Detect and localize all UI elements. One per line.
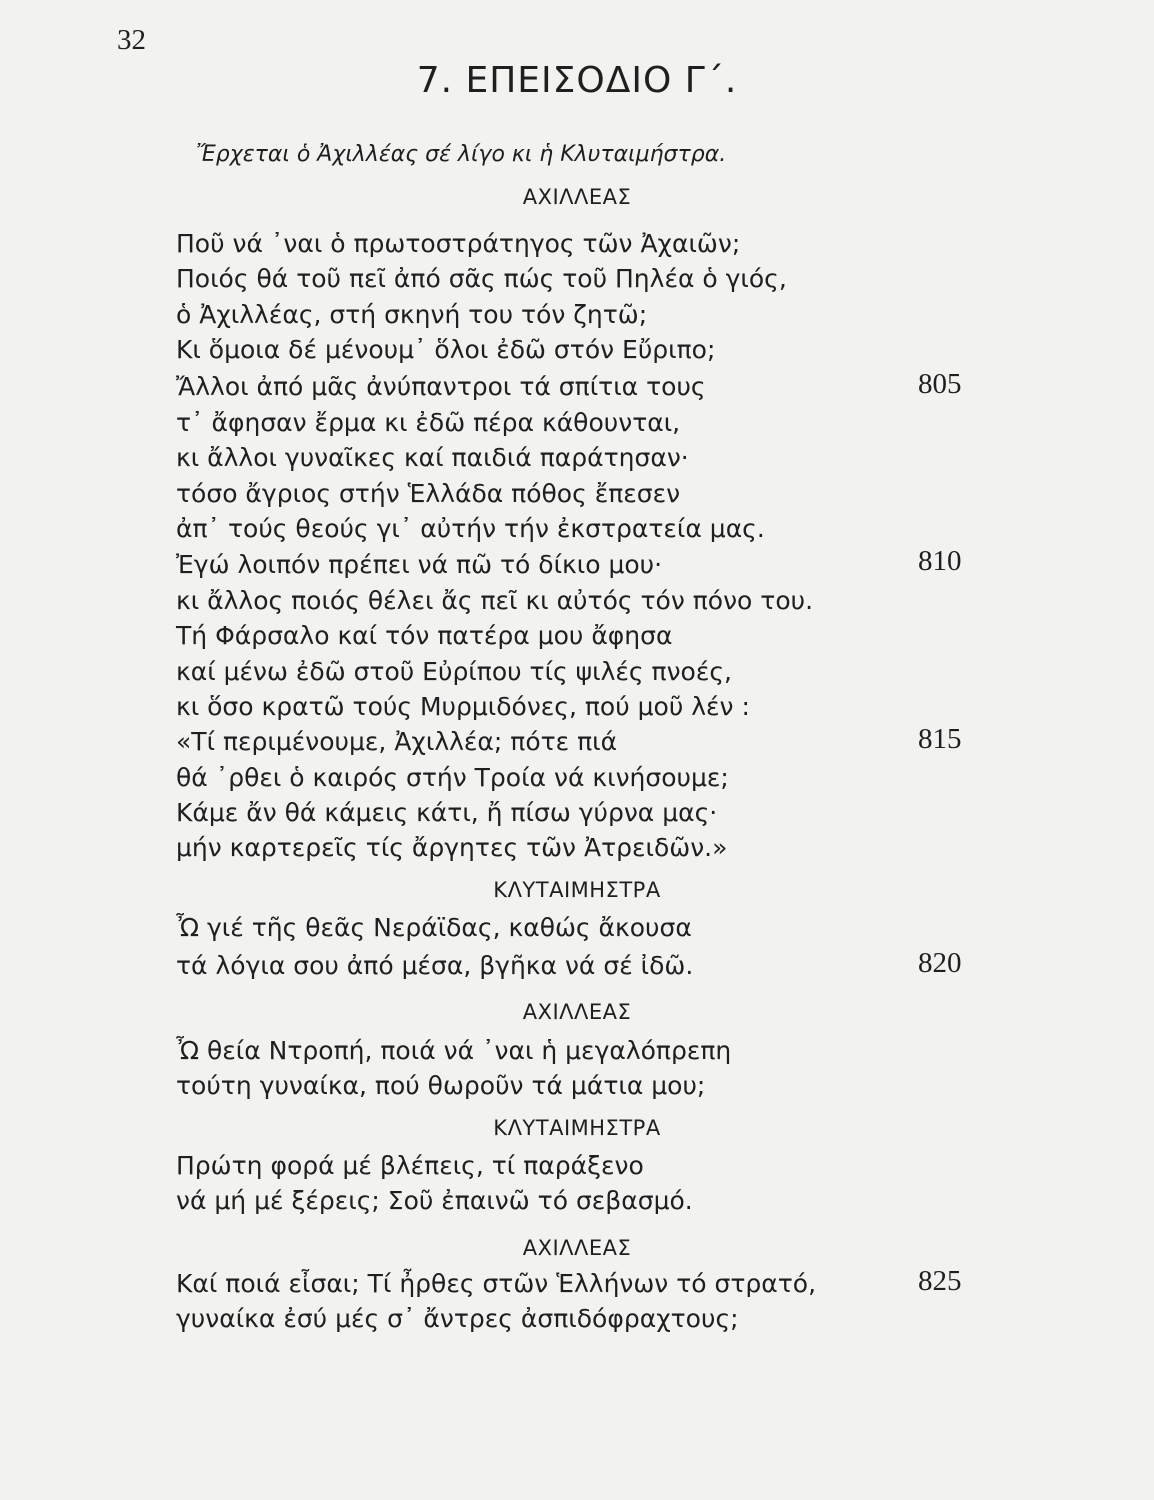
verse-line: μήν καρτερεῖς τίς ἄργητες τῶν Ἀτρειδῶν.» — [176, 833, 728, 862]
verse-line: τ᾽ ἄφησαν ἔρμα κι ἐδῶ πέρα κάθουνται, — [176, 408, 681, 437]
verse-line: «Τί περιμένουμε, Ἀχιλλέα; πότε πιά — [176, 727, 618, 756]
line-number: 810 — [918, 545, 962, 577]
verse-line: ὁ Ἀχιλλέας, στή σκηνή του τόν ζητῶ; — [176, 300, 648, 329]
line-number: 820 — [918, 947, 962, 979]
speaker-label: ΚΛΥΤΑΙΜΗΣΤΡΑ — [493, 878, 661, 902]
verse-line: κι ὅσο κρατῶ τούς Μυρμιδόνες, πού μοῦ λέν : — [176, 692, 750, 721]
verse-line: θά ᾽ρθει ὁ καιρός στήν Τροία νά κινήσουμε; — [176, 763, 729, 792]
page-number: 32 — [117, 24, 146, 56]
verse-line: Ἐγώ λοιπόν πρέπει νά πῶ τό δίκιο μου· — [176, 550, 663, 579]
episode-title: 7. ΕΠΕΙΣΟΔΙΟ Γ΄. — [416, 60, 738, 101]
verse-line: ἀπ᾽ τούς θεούς γι᾽ αὐτήν τήν ἐκστρατεία μας. — [176, 514, 765, 543]
verse-line: κι ἄλλος ποιός θέλει ἄς πεῖ κι αὐτός τόν πόνο του. — [176, 586, 814, 615]
verse-line: καί μένω ἐδῶ στοῦ Εὐρίπου τίς ψιλές πνοές, — [176, 657, 732, 686]
verse-line: Κάμε ἄν θά κάμεις κάτι, ἤ πίσω γύρνα μας· — [176, 798, 718, 827]
line-number: 825 — [918, 1265, 962, 1297]
verse-line: Ἄλλοι ἀπό μᾶς ἀνύπαντροι τά σπίτια τους — [176, 372, 706, 401]
verse-line: Ὦ γιέ τῆς θεᾶς Νεράϊδας, καθώς ἄκουσα — [176, 913, 692, 942]
verse-line: Ποιός θά τοῦ πεῖ ἀπό σᾶς πώς τοῦ Πηλέα ὁ γιός, — [176, 264, 787, 293]
verse-line: Πρώτη φορά μέ βλέπεις, τί παράξενο — [176, 1151, 644, 1180]
verse-line: Τή Φάρσαλο καί τόν πατέρα μου ἄφησα — [176, 621, 673, 650]
verse-line: Καί ποιά εἶσαι; Τί ἦρθες στῶν Ἑλλήνων τό στρατό, — [176, 1269, 817, 1298]
stage-direction: Ἔρχεται ὁ Ἀχιλλέας σέ λίγο κι ἡ Κλυταιμήστρα. — [196, 142, 727, 167]
speaker-label: ΑΧΙΛΛΕΑΣ — [522, 1236, 632, 1260]
line-number: 815 — [918, 723, 962, 755]
verse-line: Ποῦ νά ᾽ναι ὁ πρωτοστράτηγος τῶν Ἀχαιῶν; — [176, 229, 741, 258]
verse-line: τά λόγια σου ἀπό μέσα, βγῆκα νά σέ ἰδῶ. — [176, 951, 694, 980]
verse-line: κι ἄλλοι γυναῖκες καί παιδιά παράτησαν· — [176, 443, 689, 472]
speaker-label: ΑΧΙΛΛΕΑΣ — [522, 1000, 632, 1024]
verse-line: γυναίκα ἐσύ μές σ᾽ ἄντρες ἀσπιδόφραχτους; — [176, 1304, 739, 1333]
verse-line: Κι ὅμοια δέ μένουμ᾽ ὅλοι ἐδῶ στόν Εὔριπο; — [176, 335, 716, 364]
line-number: 805 — [918, 368, 962, 400]
verse-line: Ὦ θεία Ντροπή, ποιά νά ᾽ναι ἡ μεγαλόπρεπη — [176, 1036, 732, 1065]
speaker-label: ΑΧΙΛΛΕΑΣ — [522, 185, 632, 209]
speaker-label: ΚΛΥΤΑΙΜΗΣΤΡΑ — [493, 1116, 661, 1140]
verse-line: τόσο ἄγριος στήν Ἑλλάδα πόθος ἔπεσεν — [176, 479, 681, 508]
verse-line: τούτη γυναίκα, πού θωροῦν τά μάτια μου; — [176, 1071, 706, 1100]
verse-line: νά μή μέ ξέρεις; Σοῦ ἐπαινῶ τό σεβασμό. — [176, 1186, 693, 1215]
